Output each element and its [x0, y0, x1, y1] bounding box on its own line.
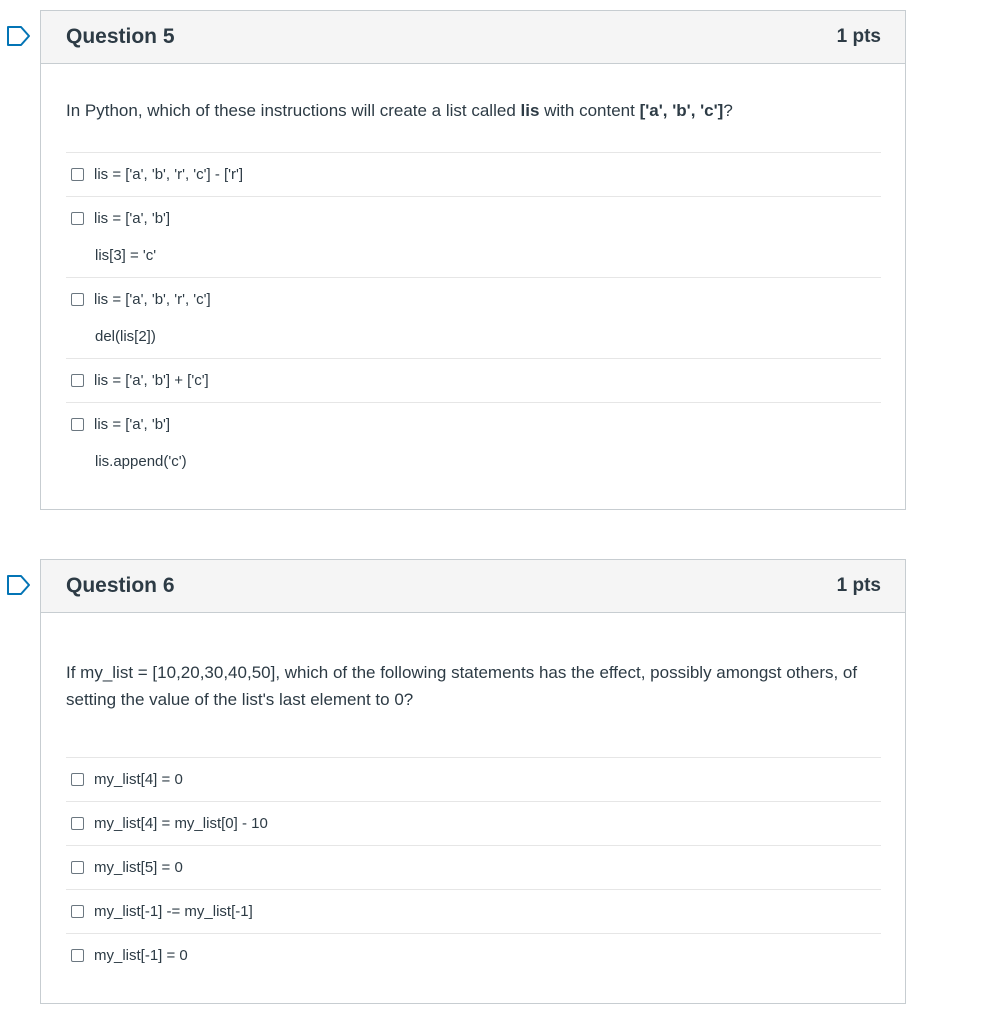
- answer-label: my_list[5] = 0: [94, 859, 183, 876]
- answer-option[interactable]: [66, 153, 881, 197]
- answer-option[interactable]: [66, 197, 881, 278]
- question-text-bold: ['a', 'b', 'c']: [639, 101, 724, 120]
- question-text-part: ?: [723, 101, 733, 120]
- question-text: [66, 64, 881, 152]
- answer-label: my_list[4] = 0: [94, 771, 183, 788]
- question-text-bold: lis: [520, 101, 540, 120]
- checkbox-icon[interactable]: [71, 212, 84, 225]
- question-points: 1 pts: [836, 575, 881, 596]
- answer-option[interactable]: [66, 278, 881, 359]
- answer-option[interactable]: [66, 802, 881, 846]
- question-points: 1 pts: [836, 26, 881, 47]
- question-text-part: with content: [539, 101, 640, 120]
- answer-label-line2: del(lis[2]): [95, 328, 156, 345]
- question-text: If my_list = [10,20,30,40,50], which of the following statements has the effect, possibly amongst others, of setting the value of the list's last element to 0?: [66, 663, 858, 709]
- answer-label: lis = ['a', 'b', 'r', 'c'] - ['r']: [94, 166, 244, 183]
- answer-option[interactable]: [66, 934, 881, 977]
- checkbox-icon[interactable]: [71, 168, 84, 181]
- checkbox-icon[interactable]: [71, 418, 84, 431]
- question-title: Question 5: [66, 25, 175, 48]
- answer-option[interactable]: [66, 846, 881, 890]
- answer-label-line2: lis.append('c'): [95, 453, 187, 470]
- checkbox-icon[interactable]: [71, 817, 84, 830]
- answer-option[interactable]: [66, 403, 881, 483]
- answer-label: my_list[4] = my_list[0] - 10: [94, 815, 268, 832]
- question-header: [41, 11, 905, 64]
- flag-question-icon[interactable]: [6, 25, 32, 47]
- question-text-part: In Python, which of these instructions will create a list called: [66, 101, 521, 120]
- checkbox-icon[interactable]: [71, 905, 84, 918]
- answer-list: [66, 757, 881, 977]
- answer-option[interactable]: [66, 359, 881, 403]
- checkbox-icon[interactable]: [71, 861, 84, 874]
- checkbox-icon[interactable]: [71, 773, 84, 786]
- question-6-card: [40, 559, 906, 1004]
- answer-label: my_list[-1] -= my_list[-1]: [94, 903, 253, 920]
- answer-option[interactable]: [66, 758, 881, 802]
- answer-label: lis = ['a', 'b'] + ['c']: [94, 372, 209, 389]
- flag-question-icon[interactable]: [6, 574, 32, 596]
- answer-label: lis = ['a', 'b']: [94, 210, 171, 227]
- checkbox-icon[interactable]: [71, 293, 84, 306]
- answer-label: lis = ['a', 'b']: [94, 416, 171, 433]
- answer-label-line2: lis[3] = 'c': [95, 247, 157, 264]
- question-header: [41, 560, 905, 613]
- answer-option[interactable]: [66, 890, 881, 934]
- question-5-card: [40, 10, 906, 510]
- answer-label: my_list[-1] = 0: [94, 947, 188, 964]
- answer-list: [66, 152, 881, 483]
- checkbox-icon[interactable]: [71, 374, 84, 387]
- answer-label: lis = ['a', 'b', 'r', 'c']: [94, 291, 211, 308]
- checkbox-icon[interactable]: [71, 949, 84, 962]
- question-title: Question 6: [66, 574, 175, 597]
